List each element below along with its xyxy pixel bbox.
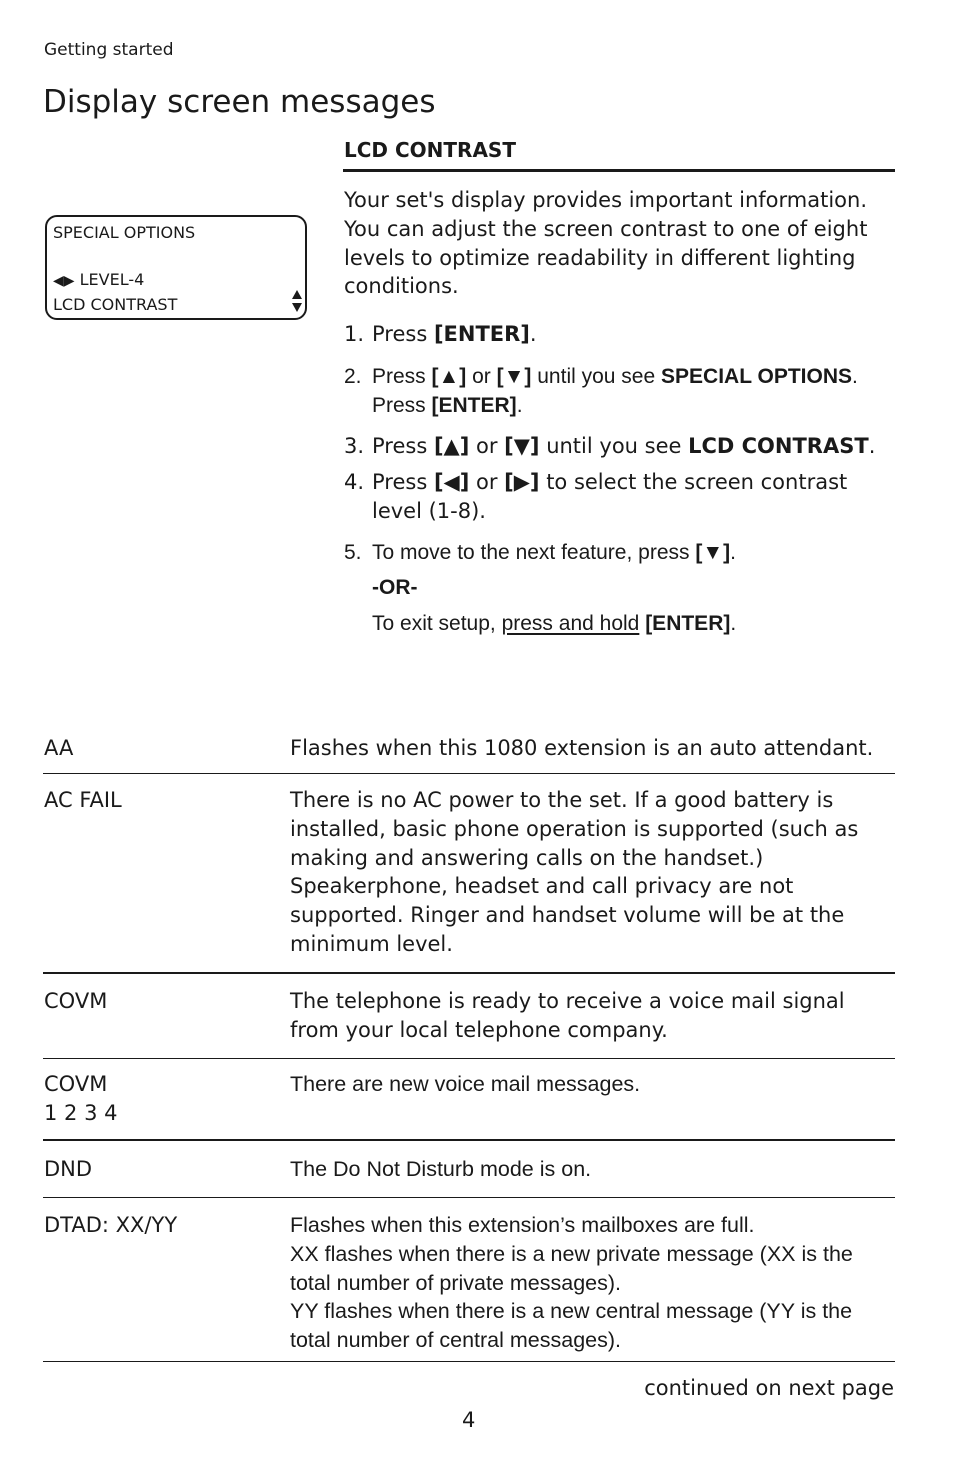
message-description: Flashes when this 1080 extension is an auto attendant. <box>290 736 874 760</box>
heading-rule <box>343 169 895 172</box>
left-right-arrows-icon: ◀▶ <box>53 273 75 289</box>
message-code: DND <box>44 1157 93 1181</box>
exit-instruction: To exit setup, press and hold [ENTER]. <box>372 612 737 635</box>
page-title: Display screen messages <box>43 84 436 120</box>
message-description: There are new voice mail messages. <box>290 1072 641 1096</box>
description-line: YY flashes when there is a new central message (YY is the total number of central messages). <box>290 1299 853 1353</box>
step-text: Press [▲] or [▼] until you see LCD CONTRAST. <box>372 434 876 458</box>
lcd-contrast-heading: LCD CONTRAST <box>344 138 516 162</box>
continued-note: continued on next page <box>644 1376 894 1400</box>
section-label: Getting started <box>44 40 174 60</box>
step-text: Press [▲] or [▼] until you see SPECIAL OPTIONS. Press [ENTER]. <box>372 365 858 417</box>
step-number: 5. <box>344 541 362 564</box>
up-down-arrow-icon <box>291 289 303 313</box>
enter-key-label: [ENTER] <box>433 322 530 346</box>
description-line: Flashes when this extension’s mailboxes are full. <box>290 1213 755 1237</box>
row-divider <box>43 1361 895 1362</box>
message-description: There is no AC power to the set. If a good battery is installed, basic phone operation is supported (such as making and answering calls on the handset.) Speakerphone, headset and call privacy are not supported. Ringer and handset volume will be at the minimum level. <box>290 788 859 956</box>
press-and-hold-text: press and hold <box>501 612 640 635</box>
message-description <box>290 1211 896 1355</box>
message-code: COVM 1 2 3 4 <box>44 1072 118 1125</box>
lcd-contrast-label: LCD CONTRAST <box>688 434 869 458</box>
left-key-label: [◀] <box>433 470 470 494</box>
message-code: DTAD: XX/YY <box>44 1213 178 1237</box>
message-description: The telephone is ready to receive a voice mail signal from your local telephone company. <box>290 989 845 1042</box>
up-key-label: [▲] <box>433 434 470 458</box>
step-number: 2. <box>344 365 362 388</box>
row-divider <box>43 1139 895 1141</box>
down-key-label: [▼] <box>496 365 532 388</box>
or-separator: -OR- <box>372 576 418 599</box>
lcd-screen-line-1: SPECIAL OPTIONS <box>53 223 196 242</box>
lcd-screen-illustration <box>45 215 307 320</box>
special-options-label: SPECIAL OPTIONS <box>661 365 852 388</box>
right-key-label: [▶] <box>504 470 540 494</box>
enter-key-label: [ENTER] <box>431 394 517 417</box>
lcd-screen-line-3: LCD CONTRAST <box>53 295 178 314</box>
message-code: AC FAIL <box>44 788 122 812</box>
message-description: The Do Not Disturb mode is on. <box>290 1157 592 1181</box>
step-text: Press [ENTER]. <box>372 322 537 346</box>
down-key-label: [▼] <box>695 541 731 564</box>
page-number: 4 <box>462 1408 476 1432</box>
description-line: XX flashes when there is a new private message (XX is the total number of private messages). <box>290 1241 853 1295</box>
step-number: 1. <box>344 322 365 346</box>
down-key-label: [▼] <box>504 434 540 458</box>
lcd-contrast-intro: Your set's display provides important information. You can adjust the screen contrast to one of eight levels to optimize readability in different lighting conditions. <box>344 188 868 299</box>
enter-key-label: [ENTER] <box>645 612 731 635</box>
step-text: Press [◀] or [▶] to select the screen contrast level (1-8). <box>372 470 848 523</box>
up-key-label: [▲] <box>431 365 467 388</box>
message-code: AA <box>44 736 74 760</box>
step-number: 4. <box>344 470 365 494</box>
row-divider <box>43 972 895 974</box>
step-text: To move to the next feature, press [▼]. <box>372 541 736 564</box>
lcd-screen-level: LEVEL-4 <box>79 270 145 289</box>
lcd-screen-line-2 <box>53 270 144 289</box>
row-divider <box>43 1058 895 1059</box>
row-divider <box>43 1197 895 1198</box>
step-number: 3. <box>344 434 365 458</box>
row-divider <box>43 773 895 774</box>
message-code: COVM <box>44 989 108 1013</box>
